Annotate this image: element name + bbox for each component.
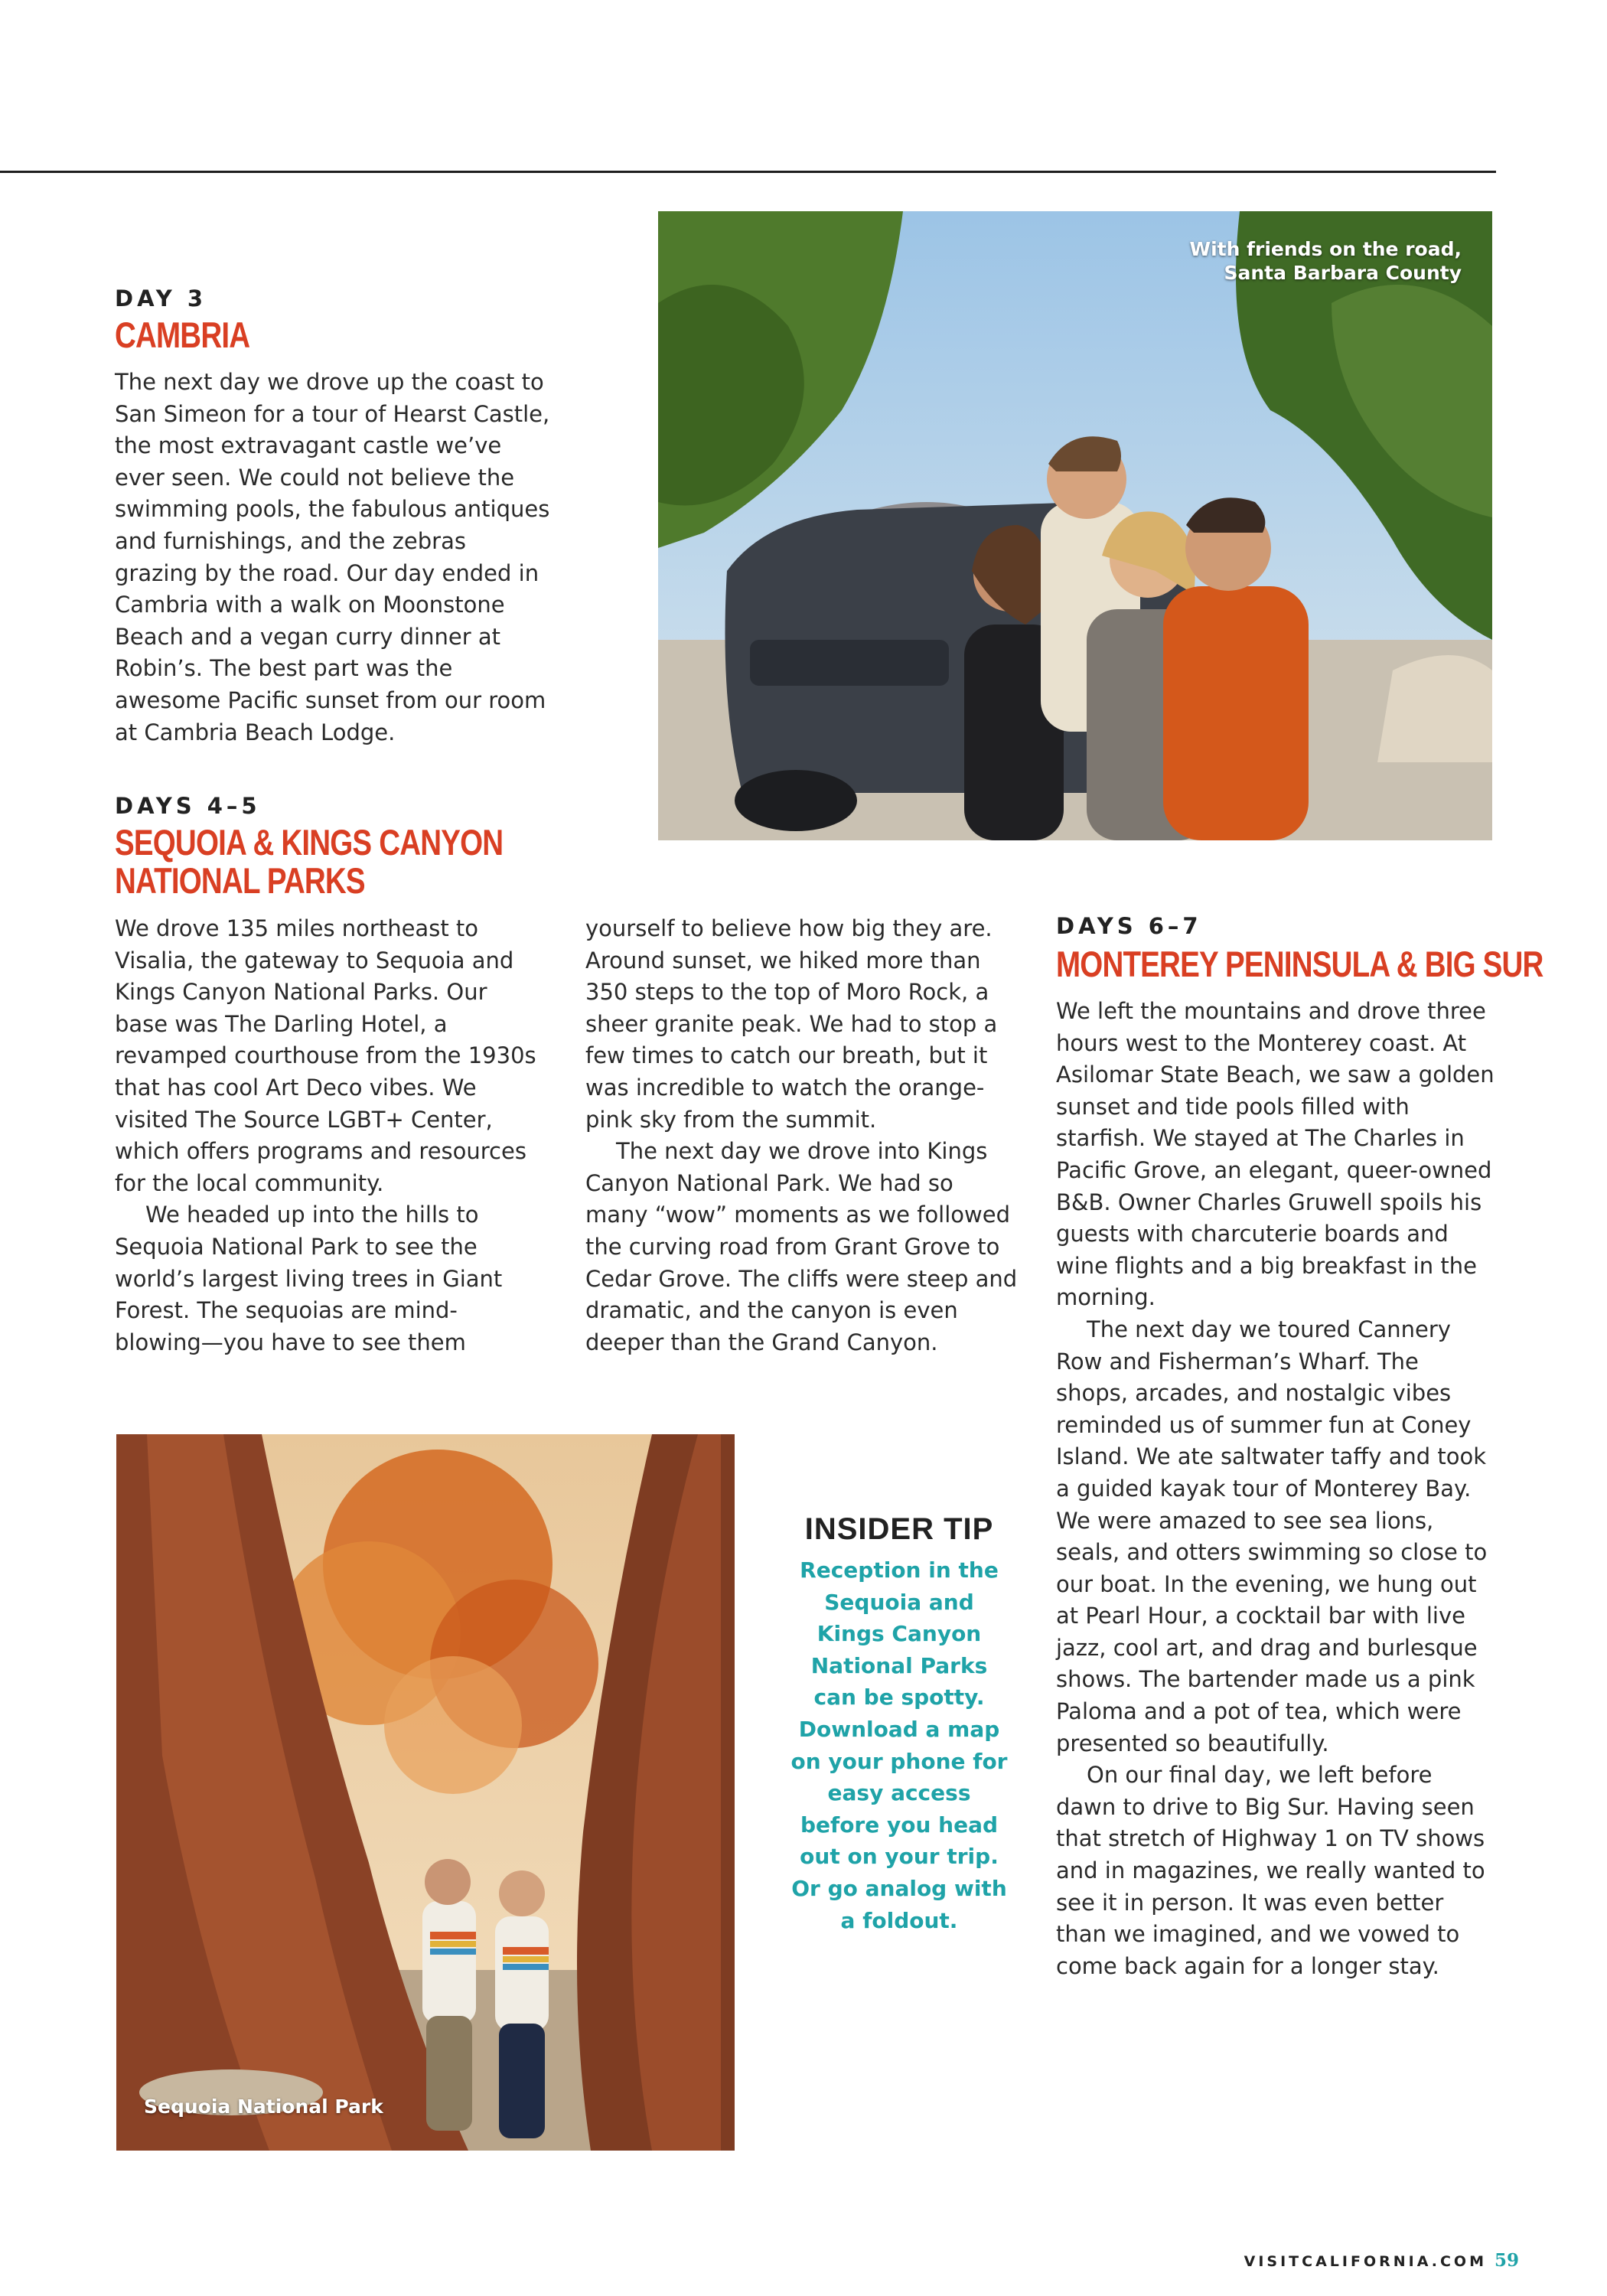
friends-photo bbox=[658, 211, 1492, 840]
sequoia-photo bbox=[116, 1434, 735, 2151]
days45-column2 bbox=[585, 913, 1022, 1358]
sequoia-photo-illustration bbox=[116, 1434, 735, 2151]
days45-column1 bbox=[115, 913, 543, 1358]
days67-paragraph2: The next day we toured Cannery Row and Fisherman’s Wharf. The shops, arcades, and nostalgic vibes reminded us of summer fun at Coney Island. We ate saltwater taffy and took a guided kayak tour of Monterey Bay. We were amazed to see sea lions, seals, and otters swimming so close to our boat. In the evening, we hung out at Pearl Hour, a cocktail bar with live jazz, cool art, and drag and burlesque shows. The bartender made us a pink Paloma and a pot of tea, which were presented so beautifully. bbox=[1056, 1316, 1488, 1756]
sequoia-photo-caption: Sequoia National Park bbox=[144, 2095, 383, 2118]
friends-caption-line1: With friends on the road, bbox=[1189, 238, 1462, 260]
footer-site-link[interactable]: VISITCALIFORNIA.COM bbox=[1244, 2253, 1487, 2270]
day3-heading: CAMBRIA bbox=[115, 315, 250, 355]
days45-col1-paragraph2: We headed up into the hills to Sequoia National Park to see the world’s largest living trees in Giant Forest. The sequoias are mind-blowing—you have to see them bbox=[115, 1202, 503, 1355]
days45-heading-line2: NATIONAL PARKS bbox=[115, 860, 365, 901]
days45-col2-paragraph2: The next day we drove into Kings Canyon National Park. We had so many “wow” moments as we followed the curving road from Grant Grove to Cedar Grove. The cliffs were steep and dramatic, and the canyon is even deeper than the Grand Canyon. bbox=[585, 1138, 1018, 1355]
insider-tip-text: Reception in the Sequoia and Kings Canyon National Parks can be spotty. Download a map on your phone for easy access before you head out on your trip. Or go analog with a foldout. bbox=[790, 1557, 1008, 1933]
days67-body bbox=[1056, 996, 1496, 1982]
days45-heading-line1: SEQUOIA & KINGS CANYON bbox=[115, 822, 504, 863]
page-number: 59 bbox=[1494, 2250, 1519, 2271]
days45-label: DAYS 4–5 bbox=[115, 793, 261, 819]
days45-col1-paragraph1: We drove 135 miles northeast to Visalia, the gateway to Sequoia and Kings Canyon National Parks. Our base was The Darling Hotel, a revamped courthouse from the 1930s that has cool Art Deco vibes. We visited The Source LGBT+ Center, which offers programs and resources for the local community. bbox=[115, 915, 536, 1196]
day3-body bbox=[115, 367, 555, 748]
day3-paragraph: The next day we drove up the coast to San Simeon for a tour of Hearst Castle, the most extravagant castle we’ve ever seen. We could not believe the swimming pools, the fabulous antiques and furnishings, and the zebras grazing by the road. Our day ended in Cambria with a walk on Moonstone Beach and a vegan curry dinner at Robin’s. The best part was the awesome Pacific sunset from our room at Cambria Beach Lodge. bbox=[115, 369, 550, 745]
top-rule bbox=[0, 171, 1496, 173]
days67-paragraph1: We left the mountains and drove three hours west to the Monterey coast. At Asilomar State Beach, we saw a golden sunset and tide pools filled with starfish. We stayed at The Charles in Pacific Grove, an elegant, queer-owned B&B. Owner Charles Gruwell spoils his guests with charcuterie boards and wine flights and a big breakfast in the morning. bbox=[1056, 998, 1495, 1311]
days67-paragraph3: On our final day, we left before dawn to drive to Big Sur. Having seen that stretch of Highway 1 on TV shows and in magazines, we really wanted to see it in person. It was even better than we imagined, and we vowed to come back again for a longer stay. bbox=[1056, 1762, 1485, 1979]
days45-col2-paragraph1: yourself to believe how big they are. Around sunset, we hiked more than 350 steps to the top of Moro Rock, a sheer granite peak. We had to stop a few times to catch our breath, but it was incredible to watch the orange-pink sky from the summit. bbox=[585, 915, 998, 1133]
page-footer bbox=[1244, 2250, 1519, 2271]
day3-label: DAY 3 bbox=[115, 285, 207, 311]
days67-heading: MONTEREY PENINSULA & BIG SUR bbox=[1056, 944, 1543, 984]
days67-label: DAYS 6–7 bbox=[1056, 913, 1202, 939]
friends-photo-illustration bbox=[658, 211, 1492, 840]
friends-photo-caption bbox=[1025, 237, 1462, 285]
friends-caption-line2: Santa Barbara County bbox=[1224, 262, 1462, 284]
insider-tip-title: INSIDER TIP bbox=[804, 1512, 994, 1546]
